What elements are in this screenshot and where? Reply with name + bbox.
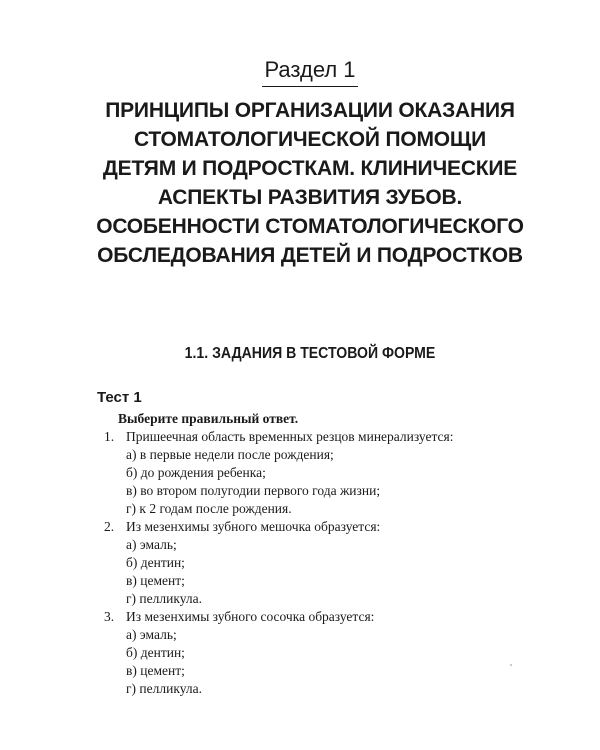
answer-option: в) цемент; xyxy=(126,573,185,588)
chapter-title-line: СТОМАТОЛОГИЧЕСКОЙ ПОМОЩИ xyxy=(133,128,487,151)
answer-option: б) дентин; xyxy=(126,555,185,570)
question-text xyxy=(104,518,544,536)
chapter-title-line: ОБСЛЕДОВАНИЯ ДЕТЕЙ И ПОДРОСТКОВ xyxy=(97,244,523,267)
question-2 xyxy=(104,518,544,608)
question-stem: Из мезенхимы зубного сосочка образуется: xyxy=(126,609,375,624)
section-label-text: Раздел 1 xyxy=(262,56,357,87)
answer-option: в) во втором полугодии первого года жизни; xyxy=(126,483,381,498)
answer-option: б) до рождения ребенка; xyxy=(126,465,266,480)
question-text xyxy=(104,608,544,626)
chapter-title-line: АСПЕКТЫ РАЗВИТИЯ ЗУБОВ. xyxy=(157,186,463,209)
section-label xyxy=(0,56,600,87)
answer-option: б) дентин; xyxy=(126,645,185,660)
question-list xyxy=(104,428,544,698)
question-number: 1. xyxy=(104,429,115,444)
chapter-title-line: ОСОБЕННОСТИ СТОМАТОЛОГИЧЕСКОГО xyxy=(96,215,524,238)
test-title: Тест 1 xyxy=(97,389,142,406)
answer-option: в) цемент; xyxy=(126,663,185,678)
chapter-title-line: ДЕТЯМ И ПОДРОСТКАМ. КЛИНИЧЕСКИЕ xyxy=(102,157,518,180)
question-text xyxy=(104,428,544,446)
subsection-title: 1.1. ЗАДАНИЯ В ТЕСТОВОЙ ФОРМЕ xyxy=(184,345,436,362)
question-3 xyxy=(104,608,544,698)
question-stem: Из мезенхимы зубного мешочка образуется: xyxy=(126,519,381,534)
question-number: 3. xyxy=(104,609,115,624)
answer-option: а) эмаль; xyxy=(126,627,177,642)
question-number: 2. xyxy=(104,519,115,534)
scan-speck xyxy=(510,664,512,666)
answer-option: г) пелликула. xyxy=(126,681,202,696)
question-1 xyxy=(104,428,544,518)
test-instruction: Выберите правильный ответ. xyxy=(118,411,299,426)
answer-option: а) эмаль; xyxy=(126,537,177,552)
answer-option: а) в первые недели после рождения; xyxy=(126,447,334,462)
chapter-title-line: ПРИНЦИПЫ ОРГАНИЗАЦИИ ОКАЗАНИЯ xyxy=(105,99,515,122)
chapter-title xyxy=(70,96,550,270)
question-stem: Пришеечная область временных резцов минерализуется: xyxy=(126,429,454,444)
answer-option: г) пелликула. xyxy=(126,591,202,606)
answer-option: г) к 2 годам после рождения. xyxy=(126,501,292,516)
